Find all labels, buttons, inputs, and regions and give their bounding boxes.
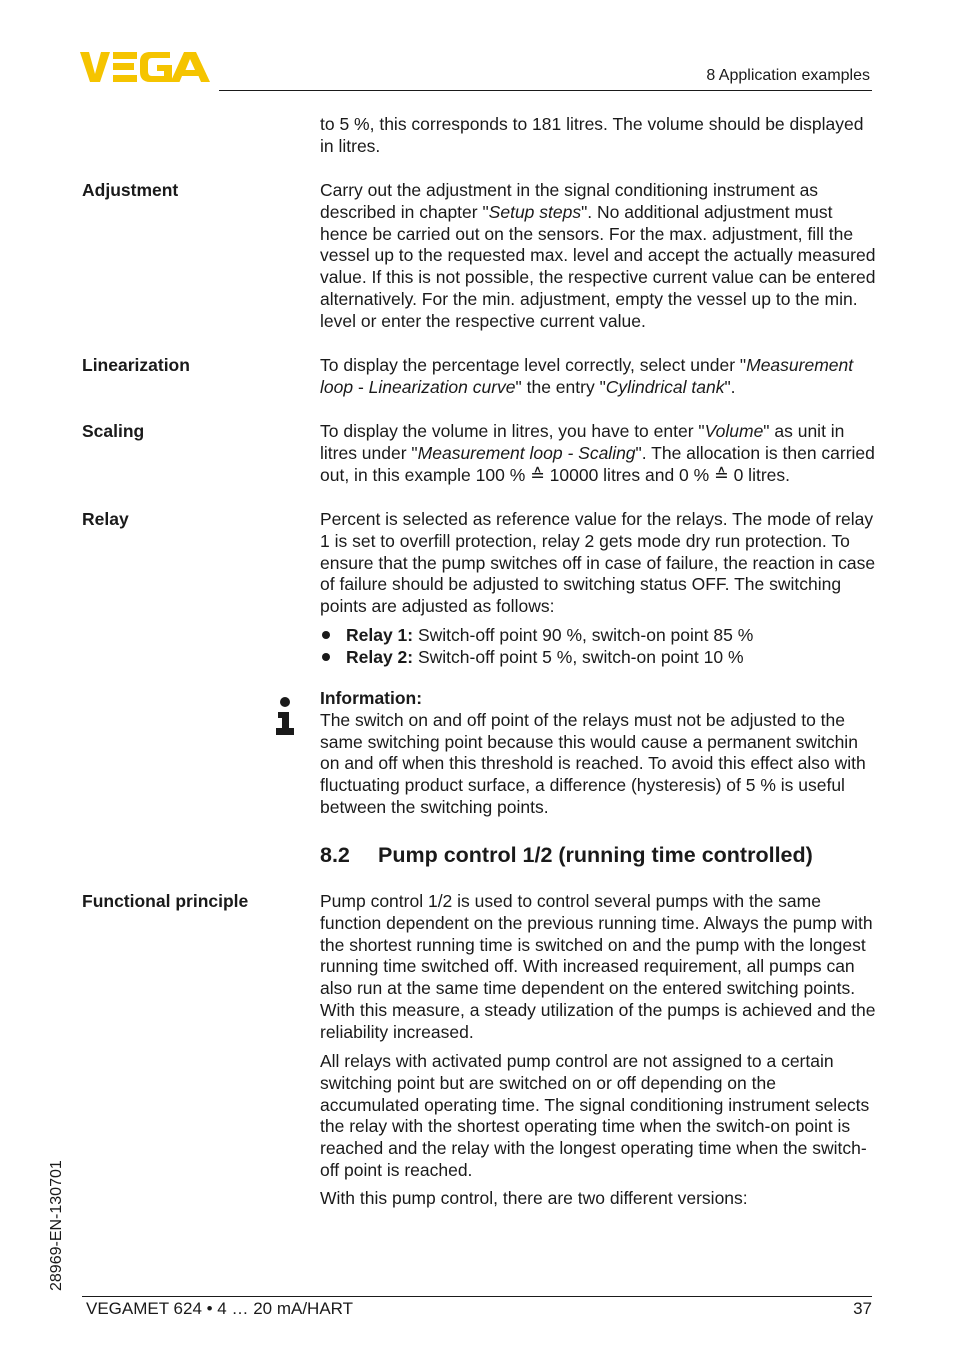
relay-paragraph: Percent is selected as reference value for the relays. The mode of relay 1 is set to overfill protection, relay 2 gets mode dry run protection. To ensure that the pump switches off in case of failure, the reaction in case of failure should be adjusted to switching status OFF. The switching points are adjusted as follows:: [320, 509, 876, 617]
header-divider: [219, 90, 872, 91]
functional-principle-label: Functional principle: [82, 891, 249, 911]
functional-paragraph-1: Pump control 1/2 is used to control several pumps with the same function dependent on the previous running time. Always the pump with the shortest running time is switched on and the pump with the longest running time switched off. With increased requirement, all pumps can also run at the same time dependent on the entered switching points. With this measure, a steady utilization of the pumps is achieved and the reliability increased.: [320, 891, 876, 1042]
list-item: Relay 2: Switch-off point 5 %, switch-on point 10 %: [320, 647, 744, 669]
footer-product: VEGAMET 624 • 4 … 20 mA/HART: [86, 1299, 354, 1318]
adjustment-label: Adjustment: [82, 180, 179, 200]
section-heading: 8.2 Pump control 1/2 (running time controlled): [320, 843, 813, 867]
list-item: Relay 1: Switch-off point 90 %, switch-on point 85 %: [320, 625, 753, 647]
functional-paragraph-2: All relays with activated pump control are not assigned to a certain switching point but are switched on or off depending on the accumulated operating time. The signal conditioning instrument selects the relay with the shortest operating time when the switch-on point is reached and the relay with the longest operating time when the switch-off point is reached.: [320, 1051, 870, 1180]
scaling-paragraph: To display the volume in litres, you have to enter "Volume" as unit in litres under "Measurement loop - Scaling". The allocation is then carried out, in this example 100 % ≙ 10000 litres and 0 % ≙ 0 litres.: [320, 421, 875, 485]
bullet-icon: [322, 631, 330, 639]
information-note: Information: The switch on and off point of the relays must not be adjusted to the same switching point because this would cause a permanent switchin on and off when this threshold is reached. To avoid this effect also with fluctuating product surface, a difference (hysteresis) of 5 % is useful between the switching points.: [320, 688, 866, 817]
adjustment-paragraph: Carry out the adjustment in the signal conditioning instrument as described in chapter "Setup steps". No additional adjustment must hence be carried out on the sensors. For the max. adjustment, fill the vessel up to the requested max. level and accept the actually measured value. If this is not possible, the respective current value can be entered alternatively. For the min. adjustment, empty the vessel up to the min. level or enter the respective current value.: [320, 180, 876, 331]
intro-paragraph: to 5 %, this corresponds to 181 litres. The volume should be displayed in litres.: [320, 114, 864, 156]
bullet-icon: [322, 653, 330, 661]
scaling-label: Scaling: [82, 421, 145, 441]
header-section-title: 8 Application examples: [706, 67, 870, 84]
page-number: 37: [853, 1299, 872, 1318]
footer-divider: [82, 1296, 872, 1297]
relay-label: Relay: [82, 509, 129, 529]
document-id: 28969-EN-130701: [48, 1160, 65, 1291]
linearization-label: Linearization: [82, 355, 190, 375]
linearization-paragraph: To display the percentage level correctly, select under "Measurement loop - Linearization curve" the entry "Cylindrical tank".: [320, 355, 854, 397]
functional-paragraph-3: With this pump control, there are two different versions:: [320, 1188, 748, 1208]
info-icon: [275, 697, 295, 737]
vega-logo: [80, 50, 212, 84]
